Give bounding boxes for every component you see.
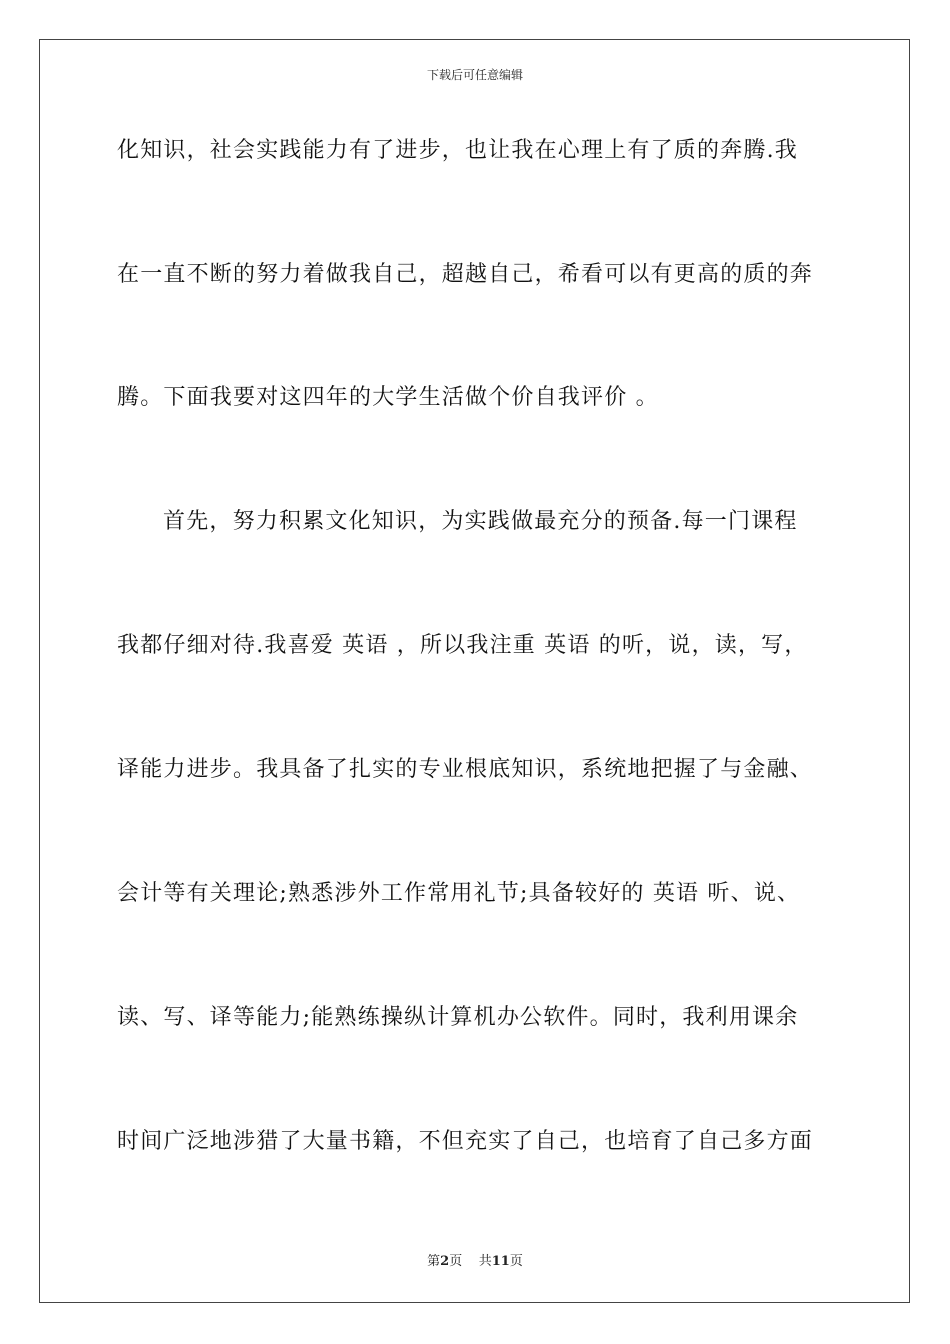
footer-page-number: 2 bbox=[440, 1254, 450, 1269]
page-border bbox=[39, 39, 910, 1303]
body-line-3: 腾。下面我要对这四年的大学生活做个价自我评价 。 bbox=[117, 385, 659, 410]
body-line-2: 在一直不断的努力着做我自己，超越自己，希看可以有更高的质的奔 bbox=[117, 262, 814, 287]
body-line-9: 时间广泛地涉猎了大量书籍，不但充实了自己，也培育了自己多方面 bbox=[117, 1129, 814, 1154]
body-line-4-paragraph-start: 首先，努力积累文化知识，为实践做最充分的预备.每一门课程 bbox=[163, 509, 798, 534]
body-line-1: 化知识，社会实践能力有了进步，也让我在心理上有了质的奔腾.我 bbox=[117, 138, 798, 163]
body-line-5: 我都仔细对待.我喜爱 英语 ，所以我注重 英语 的听，说，读，写， bbox=[117, 633, 808, 658]
page-footer bbox=[0, 1250, 950, 1269]
footer-page-mid: 页 bbox=[449, 1254, 463, 1269]
footer-total-pages: 11 bbox=[491, 1254, 510, 1269]
footer-page-prefix: 第 bbox=[427, 1254, 441, 1269]
body-line-6: 译能力进步。我具备了扎实的专业根底知识，系统地把握了与金融、 bbox=[117, 757, 814, 782]
body-line-7: 会计等有关理论;熟悉涉外工作常用礼节;具备较好的 英语 听、说、 bbox=[117, 881, 801, 906]
footer-total-prefix: 共 bbox=[478, 1254, 492, 1269]
header-note: 下载后可任意编辑 bbox=[426, 68, 523, 82]
footer-total-suffix: 页 bbox=[509, 1254, 523, 1269]
body-line-8: 读、写、译等能力;能熟练操纵计算机办公软件。同时，我利用课余 bbox=[117, 1005, 799, 1030]
